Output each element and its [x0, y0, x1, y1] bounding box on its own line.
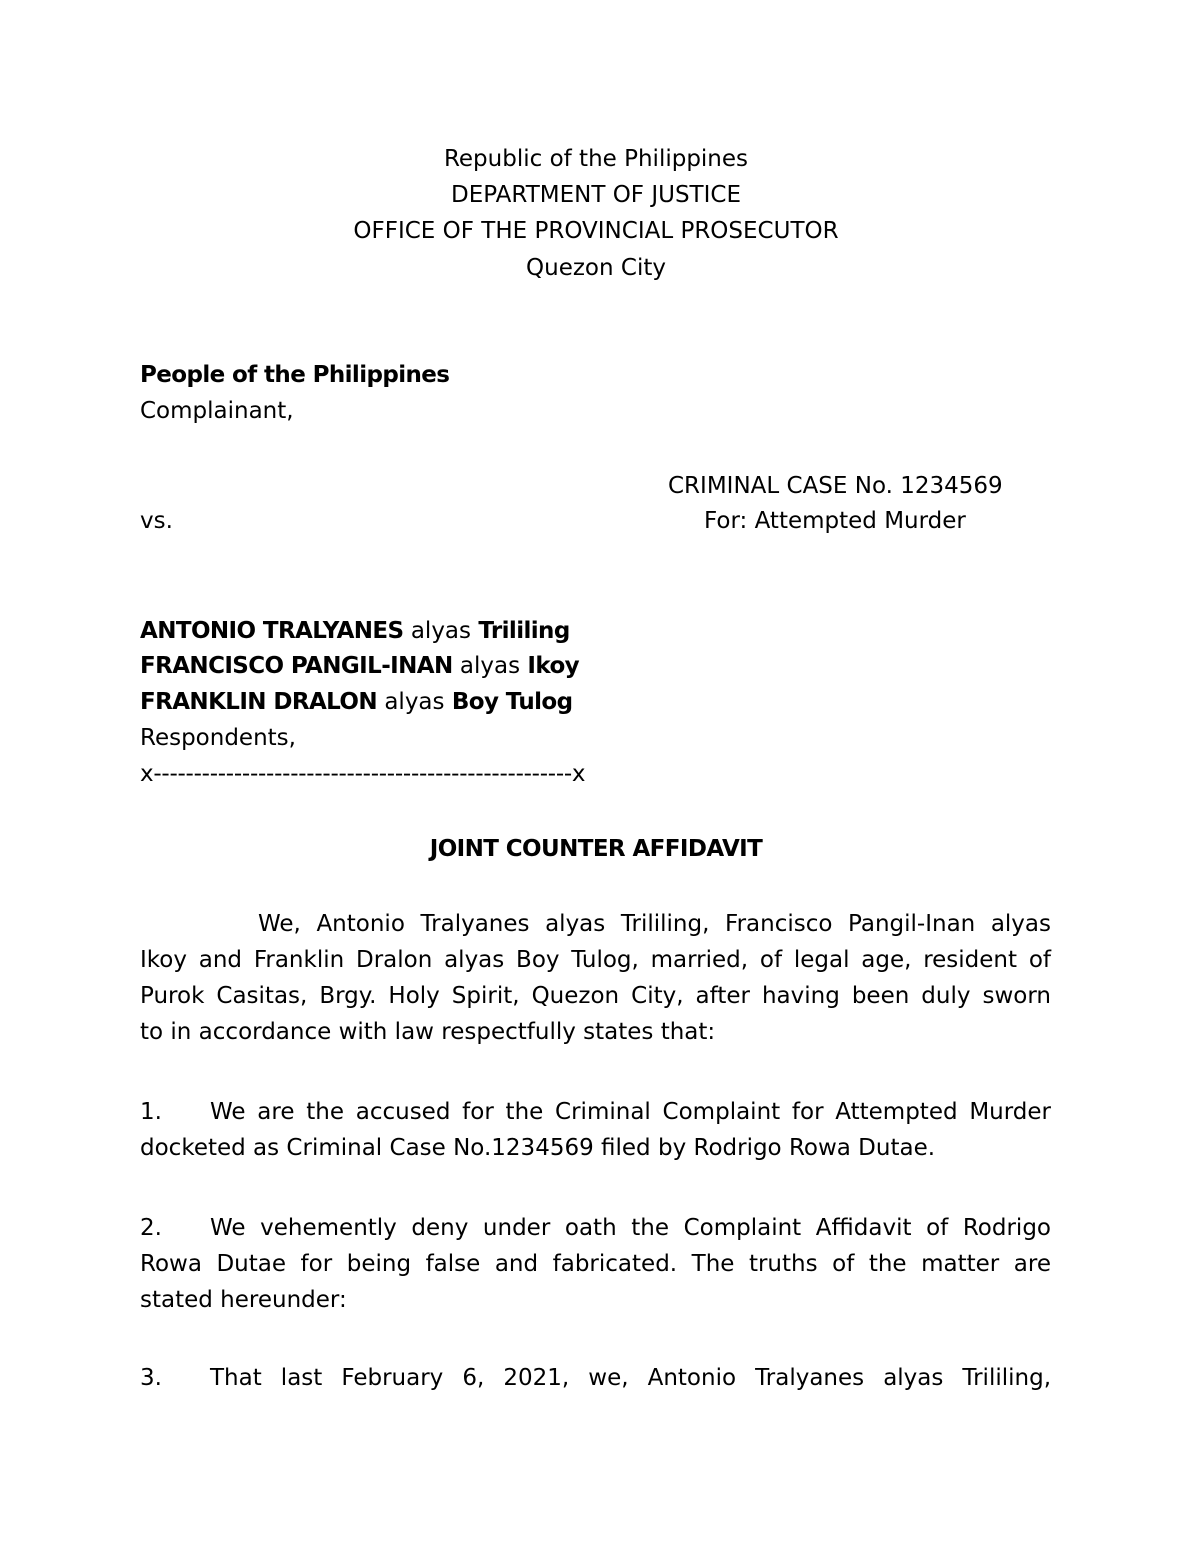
paragraph-number: 3. [140, 1365, 162, 1391]
paragraph-2-line: Rowa Dutae for being false and fabricated. The truths of the matter are [140, 1251, 1051, 1277]
respondents-role: Respondents, [140, 725, 296, 751]
intro-line: We, Antonio Tralyanes alyas Trililing, Francisco Pangil-Inan alyas [258, 911, 1051, 937]
intro-line: to in accordance with law respectfully states that: [140, 1019, 716, 1045]
intro-line: Purok Casitas, Brgy. Holy Spirit, Quezon City, after having been duly sworn [140, 983, 1051, 1009]
respondent-line [140, 617, 570, 645]
paragraph-1-line: 1. We are the accused for the Criminal Complaint for Attempted Murder [140, 1099, 1051, 1125]
alias-word: alyas [459, 653, 521, 679]
respondent-name: FRANKLIN DRALON [140, 689, 378, 715]
caption-separator: x----------------------------------------------------x [140, 761, 586, 787]
document-title: JOINT COUNTER AFFIDAVIT [429, 836, 763, 862]
respondent-name: FRANCISCO PANGIL-INAN [140, 653, 453, 679]
paragraph-1-line: docketed as Criminal Case No.1234569 filed by Rodrigo Rowa Dutae. [140, 1135, 936, 1161]
header-republic: Republic of the Philippines [443, 146, 749, 172]
versus-text: vs. [140, 508, 173, 534]
paragraph-number: 2. [140, 1215, 162, 1241]
paragraph-2-line: stated hereunder: [140, 1287, 347, 1313]
case-number: CRIMINAL CASE No. 1234569 [668, 473, 1003, 499]
header-office: OFFICE OF THE PROVINCIAL PROSECUTOR [353, 218, 839, 244]
respondent-alias: Trililing [478, 618, 570, 644]
alias-word: alyas [410, 618, 472, 644]
respondent-name: ANTONIO TRALYANES [140, 618, 404, 644]
alias-word: alyas [384, 689, 445, 715]
respondent-alias: Boy Tulog [451, 689, 573, 715]
case-for: For: Attempted Murder [704, 508, 966, 534]
paragraph-2-line: 2. We vehemently deny under oath the Complaint Affidavit of Rodrigo [140, 1215, 1051, 1241]
complainant-name: People of the Philippines [140, 362, 450, 388]
respondent-line [140, 688, 572, 716]
respondent-line [140, 652, 579, 680]
intro-line: Ikoy and Franklin Dralon alyas Boy Tulog, married, of legal age, resident of [140, 947, 1051, 973]
respondent-alias: Ikoy [527, 653, 580, 679]
complainant-role: Complainant, [140, 398, 294, 424]
header-department: DEPARTMENT OF JUSTICE [451, 182, 741, 208]
paragraph-3-line: 3. That last February 6, 2021, we, Antonio Tralyanes alyas Trililing, [140, 1365, 1051, 1391]
paragraph-number: 1. [140, 1099, 162, 1125]
header-city: Quezon City [526, 255, 666, 281]
